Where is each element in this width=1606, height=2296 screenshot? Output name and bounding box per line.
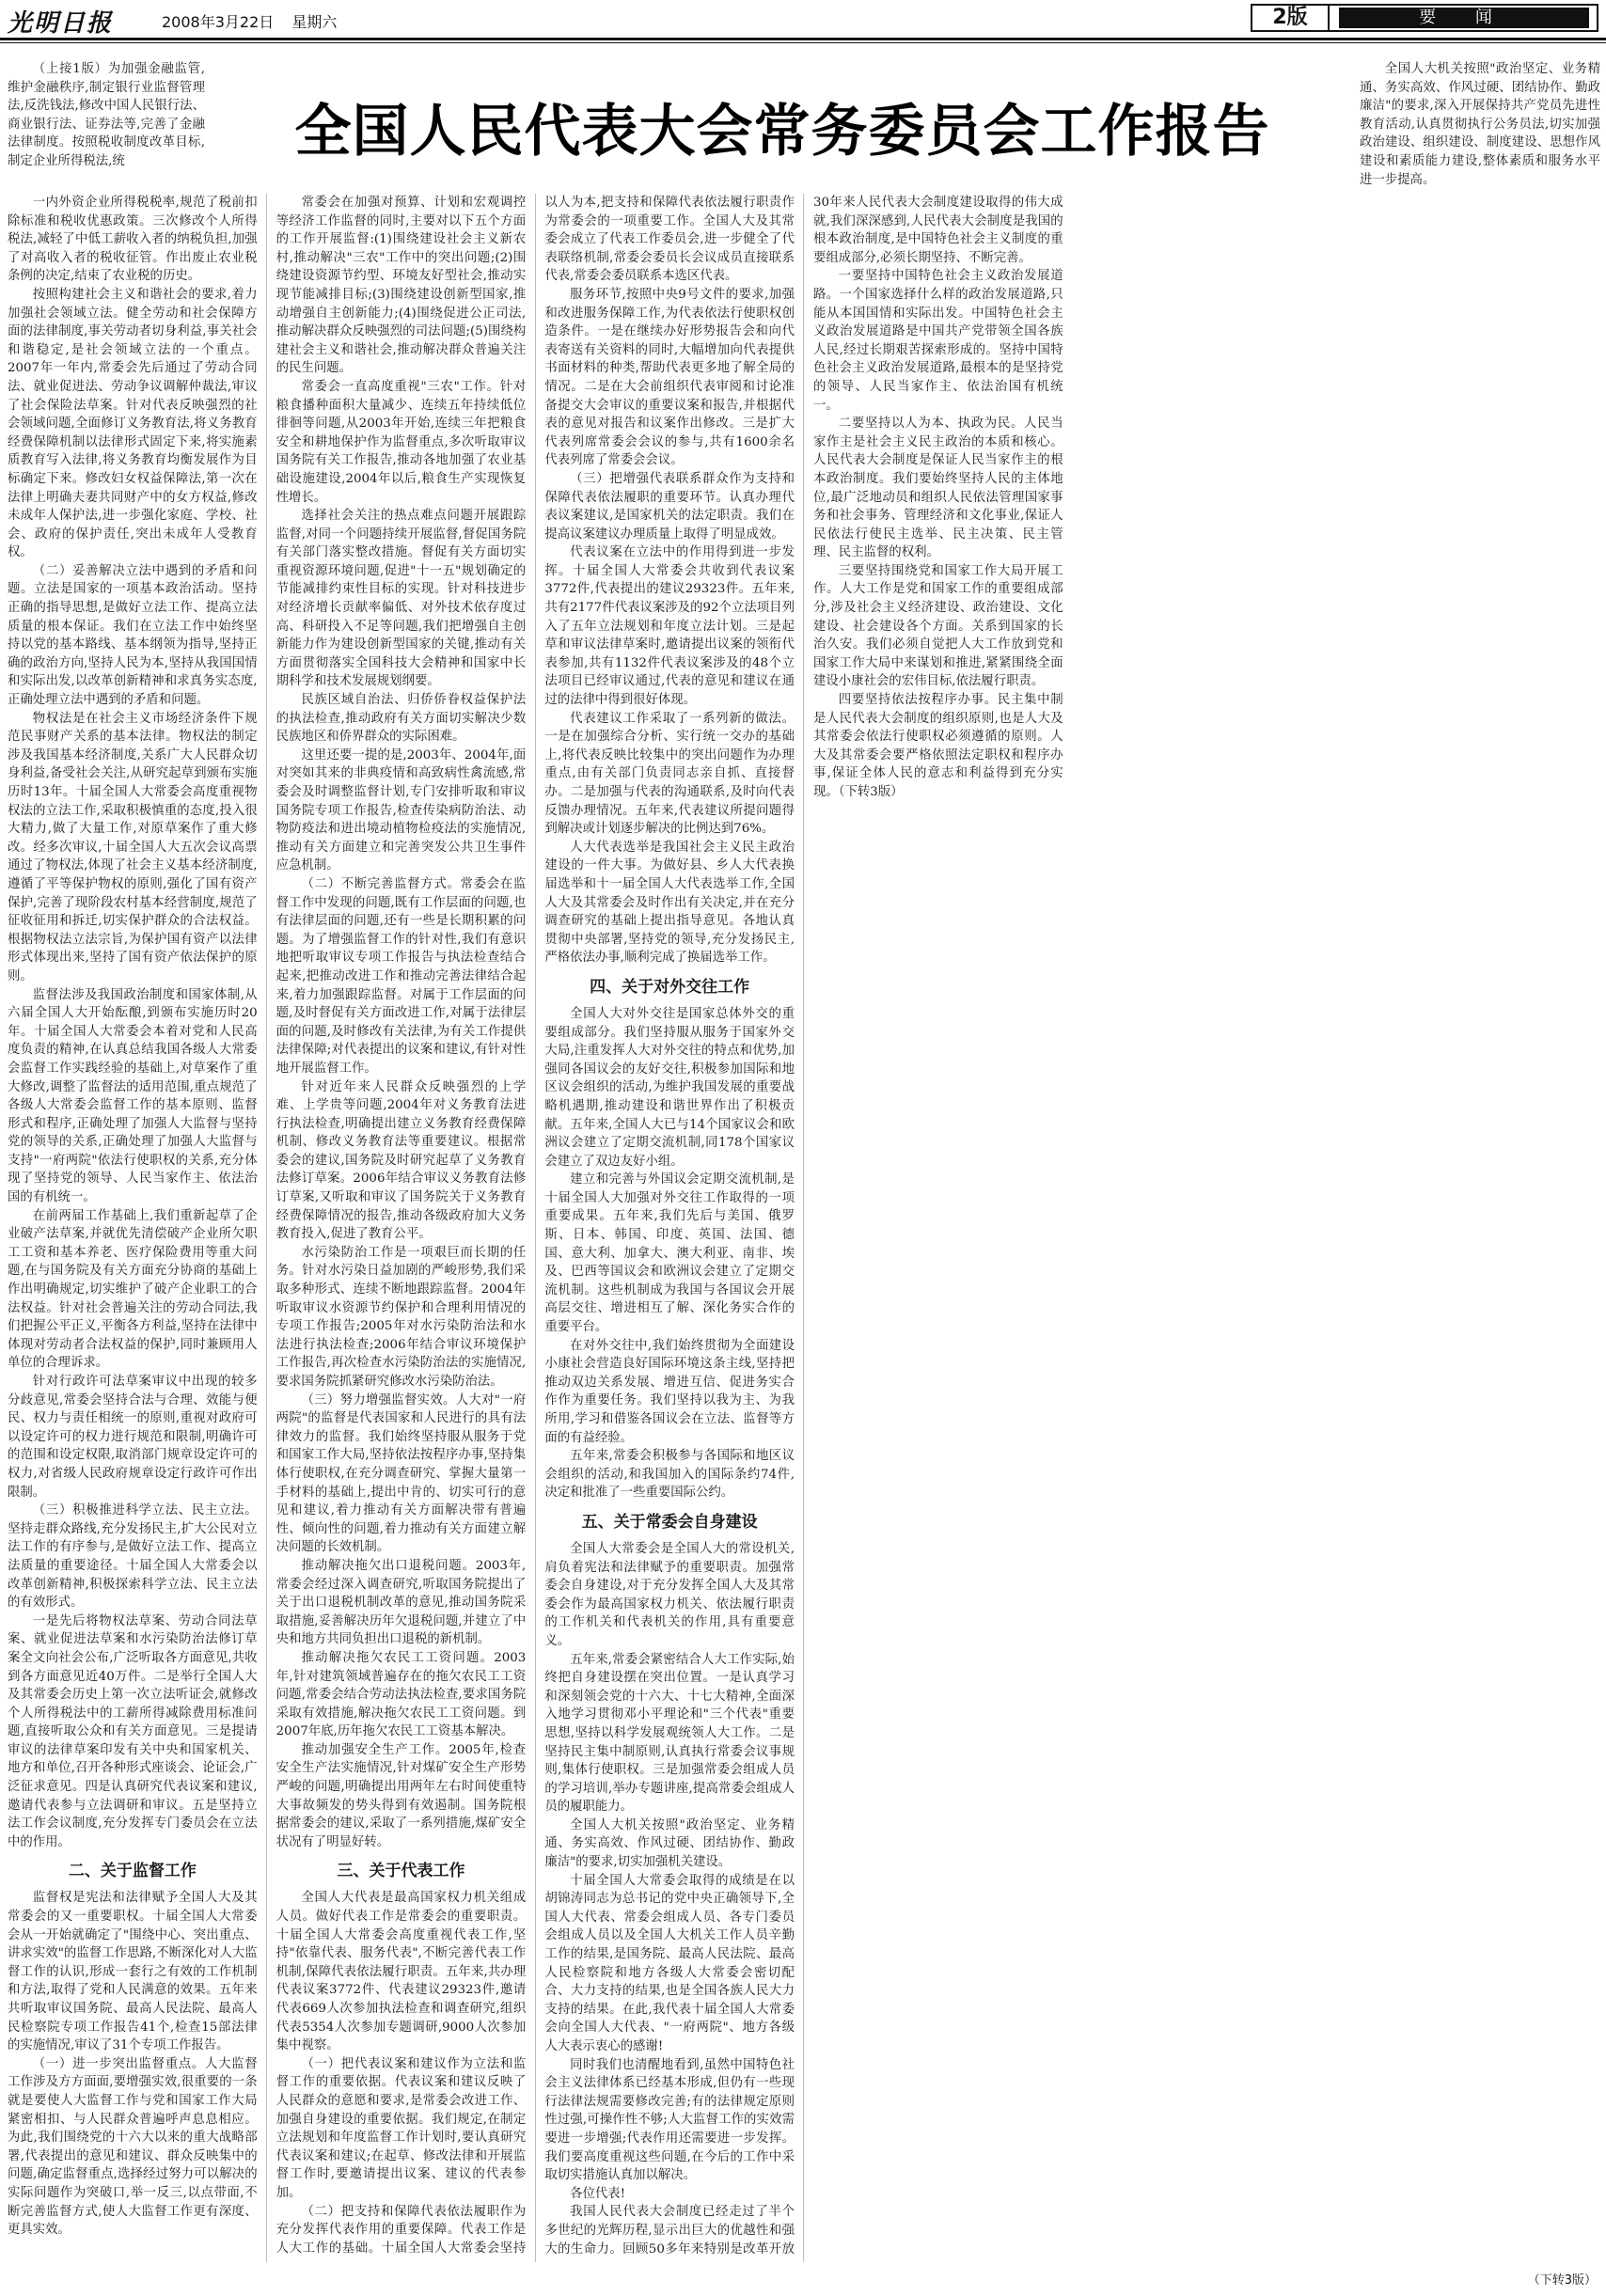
body-paragraph: 代表议案在立法中的作用得到进一步发挥。十届全国人大常委会共收到代表议案3772件,代表提出的建议29323件。五年来,共有2177件代表议案涉及的92个立法项目列入了五年立法规划和年度立法计划。三是起草和审议法律草案时,邀请提出议案的领衔代表参加,共有1132件代表议案涉及的48个立法项目已经审议通过,代表的意见和建议在通过的法律中得到很好体现。 <box>544 545 795 708</box>
body-paragraph: 全国人大代表是最高国家权力机关组成人员。做好代表工作是常委会的重要职责。十届全国人大常委会高度重视代表工作,坚持"依靠代表、服务代表",不断完善代表工作机制,保障代表依法履行职责。五年来,共办理代表议案3772件、代表建议29323件,邀请代表669人次参加执法检查和调查研究,组织代表5354人次参加专题调研,9000人次参加集中视察。 <box>276 1891 527 2053</box>
body-paragraph: 监督权是宪法和法律赋予全国人大及其常委会的又一重要职权。十届全国人大常委会从一开始就确定了"围绕中心、突出重点、讲求实效"的监督工作思路,不断深化对人大监督工作的认识,形成一套行之有效的工作机制和方法,取得了党和人民满意的效果。五年来共听取审议国务院、最高人民法院、最高人民检察院专项工作报告41个,检查15部法律的实施情况,审议了31个专项工作报告。 <box>8 1891 258 2053</box>
body-paragraph: 十届全国人大常委会取得的成绩是在以胡锦涛同志为总书记的党中央正确领导下,全国人大代表、常委会组成人员、各专门委员会组成人员以及全国人大机关工作人员辛勤工作的结果,是国务院、最高人民法院、最高人民检察院和地方各级人大常委会密切配合、大力支持的结果,也是全国各族人民大力支持的结果。在此,我代表十届全国人大常委会向全国人大代表、"一府两院"、地方各级人大表示衷心的感谢! <box>544 1873 795 2053</box>
body-paragraph: （二）不断完善监督方式。常委会在监督工作中发现的问题,既有工作层面的问题,也有法律层面的问题,还有一些是长期积累的问题。为了增强监督工作的针对性,我们有意识地把听取审议专项工作报告与执法检查结合起来,把推动改进工作和推动完善法律结合起来,着力加强跟踪监督。对属于工作层面的问题,及时督促有关方面改进工作,对属于法律层面的问题,及时修改有关法律,为有关工作提供法律保障;对代表提出的议案和建议,有针对性地开展监督工作。 <box>276 876 527 1076</box>
edition-box <box>1251 4 1598 32</box>
body-paragraph: 推动解决拖欠农民工工资问题。2003年,针对建筑领域普遍存在的拖欠农民工工资问题,常委会结合劳动法执法检查,要求国务院采取有效措施,解决拖欠农民工工资问题。到2007年底,历年拖欠农民工工资基本解决。 <box>276 1650 527 1739</box>
body-paragraph: 服务环节,按照中央9号文件的要求,加强和改进服务保障工作,为代表依法行使职权创造条件。一是在继续办好形势报告会和向代表寄送有关资料的同时,大幅增加向代表提供书面材料的种类,帮助代表更多地了解全局的情况。二是在大会前组织代表审阅和讨论准备提交大会审议的重要议案和报告,并根据代表的意见对报告和议案作出修改。三是扩大代表列席常委会会议的参与,共有1600余名代表列席了常委会会议。 <box>544 287 795 468</box>
body-paragraph: 监督法涉及我国政治制度和国家体制,从六届全国人大开始酝酿,到颁布实施历时20年。十届全国人大常委会本着对党和人民高度负责的精神,在认真总结我国各级人大常委会监督工作实践经验的基础上,对草案作了重大修改,调整了监督法的适用范围,重点规范了各级人大常委会监督工作的基本原则、监督形式和程序,正确处理了加强人大监督与坚持党的领导的关系,正确处理了加强人大监督与支持"一府两院"依法行使职权的关系,充分体现了坚持党的领导、人民当家作主、依法治国的有机统一。 <box>8 987 258 1205</box>
header-rule-thin <box>0 42 1606 43</box>
body-paragraph: 推动加强安全生产工作。2005年,检查安全生产法实施情况,针对煤矿安全生产形势严峻的问题,明确提出用两年左右时间使重特大事故频发的势头得到有效遏制。国务院根据常委会的建议,采取了一系列措施,煤矿安全状况有了明显好转。 <box>276 1742 527 1849</box>
body-paragraph: （一）把代表议案和建议作为立法和监督工作的重要依据。代表议案和建议反映了人民群众的意愿和要求,是常委会改进工作、加强自身建设的重要依据。我们规定,在制定立法规划和年度监督工作计划时,要认真研究代表议案和建议;在起草、修改法律和开展监督工作时,要邀请提出议案、建议的代表参加。 <box>276 2056 527 2200</box>
section-heading: 三、关于代表工作 <box>337 1862 465 1881</box>
body-paragraph: 一是先后将物权法草案、劳动合同法草案、就业促进法草案和水污染防治法修订草案全文向社会公布,广泛听取各方面意见,共收到各方面意见近40万件。二是举行全国人大及其常委会历史上第一次立法听证会,就修改个人所得税法中的工薪所得减除费用标准问题,直接听取公众和有关方面意见。三是提请审议的法律草案印发有关中央和国家机关、地方和单位,召开各种形式座谈会、论证会,广泛征求意见。四是认真研究代表议案和建议,邀请代表参与立法调研和审议。五是坚持立法工作会议制度,充分发挥专门委员会在立法中的作用。 <box>8 1613 258 1849</box>
edition-number: 2版 <box>1252 6 1330 30</box>
body-paragraph: （三）积极推进科学立法、民主立法。坚持走群众路线,充分发扬民主,扩大公民对立法工作的有序参与,是做好立法工作、提高立法质量的重要途径。十届全国人大常委会以改革创新精神,积极探索科学立法、民主立法的有效形式。 <box>8 1503 258 1611</box>
body-paragraph: 全国人大对外交往是国家总体外交的重要组成部分。我们坚持服从服务于国家外交大局,注重发挥人大对外交往的特点和优势,加强同各国议会的友好交往,积极参加国际和地区议会组织的活动,为维护我国发展的重要战略机遇期,推动建设和谐世界作出了积极贡献。五年来,全国人大已与14个国家议会和欧洲议会建立了定期交流机制,同178个国家议会建立了双边友好小组。 <box>544 1006 795 1169</box>
header-rule <box>0 38 1606 40</box>
issue-weekday: 星期六 <box>291 13 338 31</box>
body-paragraph: （二）把支持和保障代表依法履职作为充分发挥代表作用的重要保障。代表工作是人大工作的基础。十届全国人大常委会坚持以人为本,把支持和保障代表依法履行职责作为常委会的一项重要工作。全国人大及其常委会成立了代表工作委员会,进一步健全了代表联络机制,常委会委员长会议成员直接联系代表,常委会委员联系本选区代表。 <box>276 196 795 2256</box>
section-name: 要 闻 <box>1339 8 1589 28</box>
body-paragraph: 在前两届工作基础上,我们重新起草了企业破产法草案,并就优先清偿破产企业所欠职工工资和基本养老、医疗保险费用等重大问题,在与国务院及有关方面充分协商的基础上作出明确规定,切实维护了破产企业职工的合法权益。针对社会普遍关注的劳动合同法,我们把握公平正义,平衡各方利益,坚持在法律中体现对劳动者合法权益的保护,同时兼顾用人单位的合理诉求。 <box>8 1208 258 1371</box>
body-paragraph: 常委会在加强对预算、计划和宏观调控等经济工作监督的同时,主要对以下五个方面的工作开展监督:(1)围绕建设社会主义新农村,推动解决"三农"工作中的突出问题;(2)围绕建设资源节约型、环境友好型社会,推动实现节能减排目标;(3)围绕建设创新型国家,推动增强自主创新能力;(4)围绕促进公正司法,推动解决群众反映强烈的司法问题;(5)围绕构建社会主义和谐社会,推动解决群众普遍关注的民生问题。 <box>276 196 527 376</box>
body-paragraph: 这里还要一提的是,2003年、2004年,面对突如其来的非典疫情和高致病性禽流感,常委会及时调整监督计划,专门安排听取和审议国务院专项工作报告,检查传染病防治法、动物防疫法和进出境动植物检疫法的实施情况,推动有关方面建立和完善突发公共卫生事件应急机制。 <box>276 747 527 873</box>
section-heading: 五、关于常委会自身建设 <box>581 1512 758 1532</box>
dateline <box>162 10 350 32</box>
article-lead-right <box>1360 60 1600 190</box>
body-paragraph: （一）进一步突出监督重点。人大监督工作涉及方方面面,要增强实效,很重要的一条就是要使人大监督工作与党和国家工作大局紧密相扣、与人民群众普遍呼声息息相应。为此,我们围绕党的十六大以来的重大战略部署,代表提出的意见和建议、群众反映集中的问题,确定监督重点,选择经过努力可以解决的实际问题作为突破口,举一反三,以点带面,不断完善监督方式,使人大监督工作更有深度、更具实效。 <box>8 2056 258 2238</box>
headline: 全国人民代表大会常务委员会工作报告 <box>294 99 1270 165</box>
section-heading: 二、关于监督工作 <box>68 1862 197 1881</box>
article-lead-left <box>8 60 205 190</box>
body-paragraph: 一内外资企业所得税税率,规范了税前扣除标准和税收优惠政策。三次修改个人所得税法,减轻了中低工薪收入者的纳税负担,加强了对高收入者的税收征管。作出废止农业税条例的决定,结束了农业税的历史。 <box>8 196 258 284</box>
body-paragraph: 一要坚持中国特色社会主义政治发展道路。一个国家选择什么样的政治发展道路,只能从本国国情和实际出发。中国特色社会主义政治发展道路是中国共产党带领全国各族人民,经过长期艰苦探索形成的。坚持中国特色社会主义政治发展道路,最根本的是坚持党的领导、人民当家作主、依法治国有机统一。 <box>812 269 1063 413</box>
body-paragraph: 同时我们也清醒地看到,虽然中国特色社会主义法律体系已经基本形成,但仍有一些现行法律法规需要修改完善;有的法律规定原则性过强,可操作性不够;人大监督工作的实效需要进一步增强;代表作用还需要进一步发挥。我们要高度重视这些问题,在今后的工作中采取切实措施认真加以解决。 <box>544 2057 795 2183</box>
body-paragraph: 民族区域自治法、归侨侨眷权益保护法的执法检查,推动政府有关方面切实解决少数民族地区和侨界群众的实际困难。 <box>276 693 527 745</box>
section-heading: 四、关于对外交往工作 <box>590 977 750 997</box>
body-paragraph: 三要坚持围绕党和国家工作大局开展工作。人大工作是党和国家工作的重要组成部分,涉及社会主义经济建设、政治建设、文化建设、社会建设各个方面。关系到国家的长治久安。我们必须自觉把人大工作放到党和国家工作大局中来谋划和推进,紧紧围绕全面建设小康社会的宏伟目标,依法履行职责。 <box>812 563 1063 689</box>
body-paragraph: 按照构建社会主义和谐社会的要求,着力加强社会领域立法。健全劳动和社会保障方面的法律制度,事关劳动者切身利益,事关社会和谐稳定,是社会领域立法的一个重点。2007年一年内,常委会先后通过了劳动合同法、就业促进法、劳动争议调解仲裁法,审议了社会保险法草案。针对代表反映强烈的社会领域问题,全面修订义务教育法,将义务教育经费保障机制以法律形式固定下来,将实施素质教育写入法律,将义务教育均衡发展作为目标确定下来。修改妇女权益保障法,第一次在法律上明确夫妻共同财产中的女方权益,修改未成年人保护法,进一步强化家庭、学校、社会、政府的保护责任,突出未成年人受教育权。 <box>8 287 258 560</box>
body-paragraph: 常委会一直高度重视"三农"工作。针对粮食播种面积大量减少、连续五年持续低位徘徊等问题,从2003年开始,连续三年把粮食安全和耕地保护作为监督重点,多次听取审议国务院有关工作报告,推动各地加强了农业基础设施建设,2004年以后,粮食生产实现恢复性增长。 <box>276 379 527 505</box>
continuation-note: （下转3版） <box>1527 2273 1597 2288</box>
body-paragraph: 代表建议工作采取了一系列新的做法。一是在加强综合分析、实行统一交办的基础上,将代表反映比较集中的突出问题作为办理重点,由有关部门负责同志亲自抓、直接督办。二是加强与代表的沟通联系,及时向代表反馈办理情况。五年来,代表建议所提问题得到解决或计划逐步解决的比例达到76%。 <box>544 711 795 837</box>
lead-paragraph: （上接1版）为加强金融监管,维护金融秩序,制定银行业监督管理法,反洗钱法,修改中国人民银行法、商业银行法、证券法等,完善了金融法律制度。按照税收制度改革目标,制定企业所得税法,统 <box>8 62 205 168</box>
body-paragraph: 物权法是在社会主义市场经济条件下规范民事财产关系的基本法律。物权法的制定涉及我国基本经济制度,关系广大人民群众切身利益,备受社会关注,从研究起草到颁布实施历时13年。十届全国人大常委会高度重视物权法的立法工作,采取积极慎重的态度,投入很大精力,做了大量工作,对原草案作了重大修改。经多次审议,十届全国人大五次会议高票通过了物权法,体现了社会主义基本经济制度,遵循了平等保护物权的原则,强化了国有资产保护,完善了现阶段农村基本经营制度,规范了征收征用和拆迁,切实保护群众的合法权益。根据物权法立法宗旨,为保护国有资产以法律形式体现出来,坚持了国有资产依法保护的原则。 <box>8 711 258 983</box>
body-paragraph: （三）努力增强监督实效。人大对"一府两院"的监督是代表国家和人民进行的具有法律效力的监督。我们始终坚持服从服务于党和国家工作大局,坚持依法按程序办事,坚持集体行使职权,在充分调查研究、掌握大量第一手材料的基础上,提出中肯的、切实可行的意见和建议,着力推动有关方面解决带有普遍性、倾向性的问题,着力推动有关方面建立解决问题的长效机制。 <box>276 1392 527 1555</box>
body-paragraph: 全国人大常委会是全国人大的常设机关,肩负着宪法和法律赋予的重要职责。加强常委会自身建设,对于充分发挥全国人大及其常委会作为最高国家权力机关、依法履行职责的工作机关和代表机关的作用,具有重要意义。 <box>544 1541 795 1648</box>
body-paragraph: 我国人民代表大会制度已经走过了半个多世纪的光辉历程,显示出巨大的优越性和强大的生命力。回顾50多年来特别是改革开放30年来人民代表大会制度建设取得的伟大成就,我们深深感到,人民代表大会制度是我国的根本政治制度,是中国特色社会主义制度的重要组成部分,必须长期坚持、不断完善。 <box>544 196 1063 2257</box>
body-paragraph: 全国人大机关按照"政治坚定、业务精通、务实高效、作风过硬、团结协作、勤政廉洁"的要求,切实加强机关建设。 <box>544 1817 795 1870</box>
body-paragraph: （三）把增强代表联系群众作为支持和保障代表依法履职的重要环节。认真办理代表议案建议,是国家机关的法定职责。我们在提高议案建议办理质量上取得了明显成效。 <box>544 471 795 542</box>
body-paragraph: 人大代表选举是我国社会主义民主政治建设的一件大事。为做好县、乡人大代表换届选举和十一届全国人大代表选举工作,全国人大及其常委会及时作出有关决定,并在充分调查研究的基础上提出指导意见。各地认真贯彻中央部署,坚持党的领导,充分发扬民主,严格依法办事,顺利完成了换届选举工作。 <box>544 840 795 966</box>
body-paragraph: 选择社会关注的热点难点问题开展跟踪监督,对同一个问题持续开展监督,督促国务院有关部门落实整改措施。督促有关方面切实重视资源环境问题,促进"十一五"规划确定的节能减排约束性目标的实现。针对科技进步对经济增长贡献率偏低、对外技术依存度过高、科研投入不足等问题,我们把增强自主创新能力作为建设创新型国家的关键,推动有关方面贯彻落实全国科技大会精神和国家中长期科学和技术发展规划纲要。 <box>276 509 527 689</box>
body-paragraph: 二要坚持以人为本、执政为民。人民当家作主是社会主义民主政治的本质和核心。人民代表大会制度是保证人民当家作主的根本政治制度。我们要始终坚持人民的主体地位,最广泛地动员和组织人民依法管理国家事务和社会事务、管理经济和文化事业,保证人民依法行使民主选举、民主决策、民主管理、民主监督的权利。 <box>812 417 1063 560</box>
body-paragraph: 推动解决拖欠出口退税问题。2003年,常委会经过深入调查研究,听取国务院提出了关于出口退税机制改革的意见,推动国务院采取措施,妥善解决历年欠退税问题,并建立了中央和地方共同负担出口退税的新机制。 <box>276 1558 527 1647</box>
body-paragraph: 五年来,常委会积极参与各国际和地区议会组织的活动,和我国加入的国际条约74件,决定和批准了一些重要国际公约。 <box>544 1449 795 1501</box>
page-header <box>0 0 1606 38</box>
body-paragraph: 针对行政许可法草案审议中出现的较多分歧意见,常委会坚持合法与合理、效能与便民、权力与责任相统一的原则,重视对政府可以设定许可的权力进行规范和限制,明确许可的范围和设定权限,取消部门规章设定许可的权力,对省级人民政府规章设定行政许可作出限制。 <box>8 1375 258 1500</box>
body-paragraph: （二）妥善解决立法中遇到的矛盾和问题。立法是国家的一项基本政治活动。坚持正确的指导思想,是做好立法工作、提高立法质量的根本保证。我们在立法工作中始终坚持以党的基本路线、基本纲领为指导,坚持正确的政治方向,坚持人民为本,坚持从我国国情和实际出发,以改革创新精神和求真务实态度,正确处理立法中遇到的矛盾和问题。 <box>8 563 258 708</box>
body-paragraph: 五年来,常委会紧密结合人大工作实际,始终把自身建设摆在突出位置。一是认真学习和深刻领会党的十六大、十七大精神,全面深入地学习贯彻邓小平理论和"三个代表"重要思想,坚持以科学发展观统领人大工作。二是坚持民主集中制原则,认真执行常委会议事规则,集体行使职权。三是加强常委会组成人员的学习培训,举办专题讲座,提高常委会组成人员的履职能力。 <box>544 1652 795 1815</box>
body-paragraph: 针对近年来人民群众反映强烈的上学难、上学贵等问题,2004年对义务教育法进行执法检查,明确提出建立义务教育经费保障机制、修改义务教育法等重要建议。根据常委会的建议,国务院及时研究起草了义务教育法修订草案。2006年结合审议义务教育法修订草案,又听取和审议了国务院关于义务教育经费保障情况的报告,推动各级政府加大义务教育投入,促进了教育公平。 <box>276 1079 527 1242</box>
body-paragraph: 各位代表! <box>570 2186 626 2201</box>
issue-date: 2008年3月22日 <box>162 13 275 31</box>
lead-paragraph: 全国人大机关按照"政治坚定、业务精通、务实高效、作风过硬、团结协作、勤政廉洁"的要求,深入开展保持共产党员先进性教育活动,认真贯彻执行公务员法,切实加强政治建设、组织建设、制度建设、思想作风建设和素质能力建设,整体素质和服务水平进一步提高。 <box>1360 62 1600 187</box>
body-paragraph: 水污染防治工作是一项艰巨而长期的任务。针对水污染日益加剧的严峻形势,我们采取多种形式、连续不断地跟踪监督。2004年听取审议水资源节约保护和合理利用情况的专项工作报告;2005年对水污染防治法和水法进行执法检查;2006年结合审议环境保护工作报告,再次检查水污染防治法的实施情况,要求国务院抓紧研究修改水污染防治法。 <box>276 1245 527 1389</box>
masthead-logo: 光明日报 <box>8 9 114 38</box>
body-paragraph: 四要坚持依法按程序办事。民主集中制是人民代表大会制度的组织原则,也是人大及其常委会依法行使职权必须遵循的原则。人大及其常委会要严格依照法定职权和程序办事,保证全体人民的意志和利益得到充分实现。（下转3版） <box>812 693 1063 799</box>
article-body <box>8 194 1600 2262</box>
body-paragraph: 建立和完善与外国议会定期交流机制,是十届全国人大加强对外交往工作取得的一项重要成果。五年来,我们先后与美国、俄罗斯、日本、韩国、印度、英国、法国、德国、意大利、加拿大、澳大利亚、南非、埃及、巴西等国议会和欧洲议会建立了定期交流机制。这些机制成为我国与各国议会开展高层交往、增进相互了解、深化务实合作的重要平台。 <box>544 1172 795 1335</box>
body-paragraph: 在对外交往中,我们始终贯彻为全面建设小康社会营造良好国际环境这条主线,坚持把推动双边关系发展、增进互信、促进务实合作作为重要任务。我们坚持以我为主、为我所用,学习和借鉴各国议会在立法、监督等方面的有益经验。 <box>544 1338 795 1445</box>
